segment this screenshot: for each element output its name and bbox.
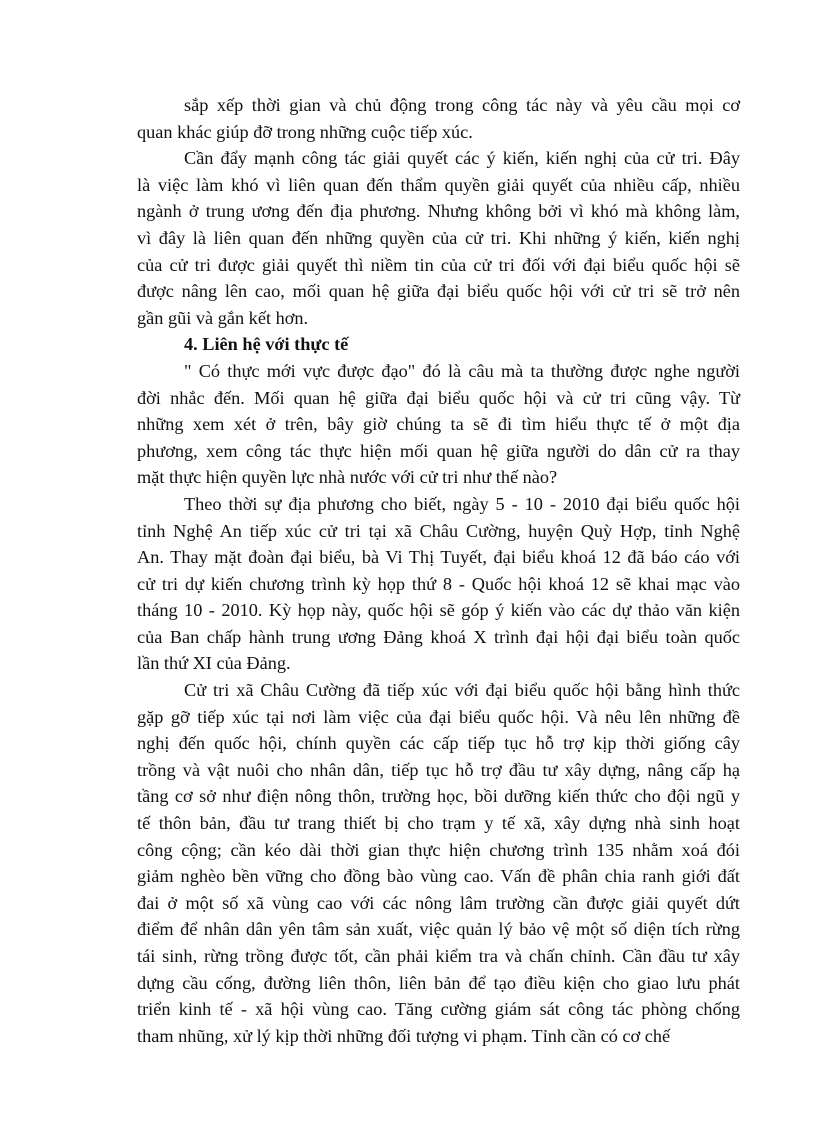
section-heading-text: 4. Liên hệ với thực tế	[184, 334, 349, 355]
text-line: quan khác giúp đỡ trong những cuộc tiếp xúc.	[137, 121, 473, 142]
text-line: đời nhắc đến. Mối quan hệ giữa đại biểu quốc hội và cử tri cũng vậy. Từ	[137, 387, 740, 408]
paragraph-continuation	[137, 92, 740, 145]
text-line: những xem xét ở trên, bây giờ chúng ta sẽ đi tìm hiểu thực tế ở một địa	[137, 414, 740, 435]
text-line: tỉnh Nghệ An tiếp xúc cử tri tại xã Châu Cường, huyện Quỳ Hợp, tỉnh Nghệ	[137, 520, 740, 541]
text-line: mặt thực hiện quyền lực nhà nước với cử tri như thế nào?	[137, 467, 558, 488]
text-line: tham nhũng, xử lý kịp thời những đối tượng vi phạm. Tỉnh cần có cơ chế	[137, 1025, 671, 1046]
text-line: ngành ở trung ương đến địa phương. Nhưng không bởi vì khó mà không làm,	[137, 201, 740, 222]
text-line: gặp gỡ tiếp xúc tại nơi làm việc của đại biểu quốc hội. Và nêu lên những đề	[137, 706, 740, 727]
text-line: tháng 10 - 2010. Kỳ họp này, quốc hội sẽ góp ý kiến vào các dự thảo văn kiện	[137, 600, 740, 621]
text-line: vì đây là liên quan đến những quyền của cử tri. Khi những ý kiến, kiến nghị	[137, 227, 740, 248]
text-line: của cử tri được giải quyết thì niềm tin của cử tri đối với đại biểu quốc hội sẽ	[137, 254, 740, 275]
text-line: tái sinh, rừng trồng được tốt, cần phải kiểm tra và chấn chỉnh. Cần đầu tư xây	[137, 946, 740, 966]
text-line: dựng cầu cống, đường liên thôn, liên bản để tạo điều kiện cho giao lưu phát	[137, 972, 740, 993]
text-line: trồng và vật nuôi cho nhân dân, tiếp tục hỗ trợ đầu tư xây dựng, nâng cấp hạ	[137, 759, 740, 780]
paragraph-voter-petitions	[137, 145, 740, 331]
text-line: công cộng; cần kéo dài thời gian thực hiện chương trình 135 nhằm xoá đói	[137, 839, 740, 860]
text-line: tầng cơ sở như điện nông thôn, trường học, bồi dưỡng kiến thức cho đội ngũ y	[137, 786, 740, 807]
text-line: lần thứ XI của Đảng.	[137, 653, 291, 674]
text-line: là việc làm khó vì liên quan đến thẩm quyền giải quyết của nhiều cấp, nhiều	[137, 174, 740, 195]
text-line: An. Thay mặt đoàn đại biểu, bà Vi Thị Tuyết, đại biểu khoá 12 đã báo cáo với	[137, 547, 740, 568]
text-line: nghị đến quốc hội, chính quyền các cấp tiếp tục hỗ trợ kịp thời giống cây	[137, 733, 740, 754]
text-line: sắp xếp thời gian và chủ động trong công tác này và yêu cầu mọi cơ	[184, 95, 740, 115]
text-line: gần gũi và gắn kết hơn.	[137, 307, 309, 328]
text-line: của Ban chấp hành trung ương Đảng khoá X trình đại hội đại biểu toàn quốc	[137, 626, 740, 647]
text-line: triển kinh tế - xã hội vùng cao. Tăng cường giám sát công tác phòng chống	[137, 999, 740, 1020]
body-text	[137, 92, 740, 1049]
text-line: đai ở một số xã vùng cao với các nông lâm trường cần được giải quyết dứt	[137, 892, 740, 913]
text-line: giảm nghèo bền vững cho đồng bào vùng cao. Vấn đề phân chia ranh giới đất	[137, 866, 740, 887]
text-line: phương, xem công tác thực hiện mối quan hệ giữa người do dân cử ra thay	[137, 440, 740, 461]
text-line: điểm để nhân dân yên tâm sản xuất, việc quản lý bảo vệ một số diện tích rừng	[137, 919, 740, 940]
paragraph-local-news	[137, 491, 740, 677]
text-line: được nâng lên cao, mối quan hệ giữa đại biểu quốc hội với cử tri sẽ trở nên	[137, 281, 740, 302]
paragraph-voter-proposals	[137, 677, 740, 1049]
text-line: " Có thực mới vực được đạo" đó là câu mà ta thường được nghe người	[184, 360, 740, 381]
paragraph-proverb	[137, 358, 740, 491]
text-line: Cần đẩy mạnh công tác giải quyết các ý kiến, kiến nghị của cử tri. Đây	[184, 148, 740, 169]
text-line: Theo thời sự địa phương cho biết, ngày 5 - 10 - 2010 đại biểu quốc hội	[184, 493, 740, 514]
text-line: tế thôn bản, đầu tư trang thiết bị cho trạm y tế xã, xây dựng nhà sinh hoạt	[137, 813, 740, 834]
text-line: cử tri dự kiến chương trình kỳ họp thứ 8 - Quốc hội khoá 12 sẽ khai mạc vào	[137, 573, 740, 594]
section-heading	[137, 331, 740, 358]
text-line: Cử tri xã Châu Cường đã tiếp xúc với đại biểu quốc hội bằng hình thức	[184, 680, 740, 701]
